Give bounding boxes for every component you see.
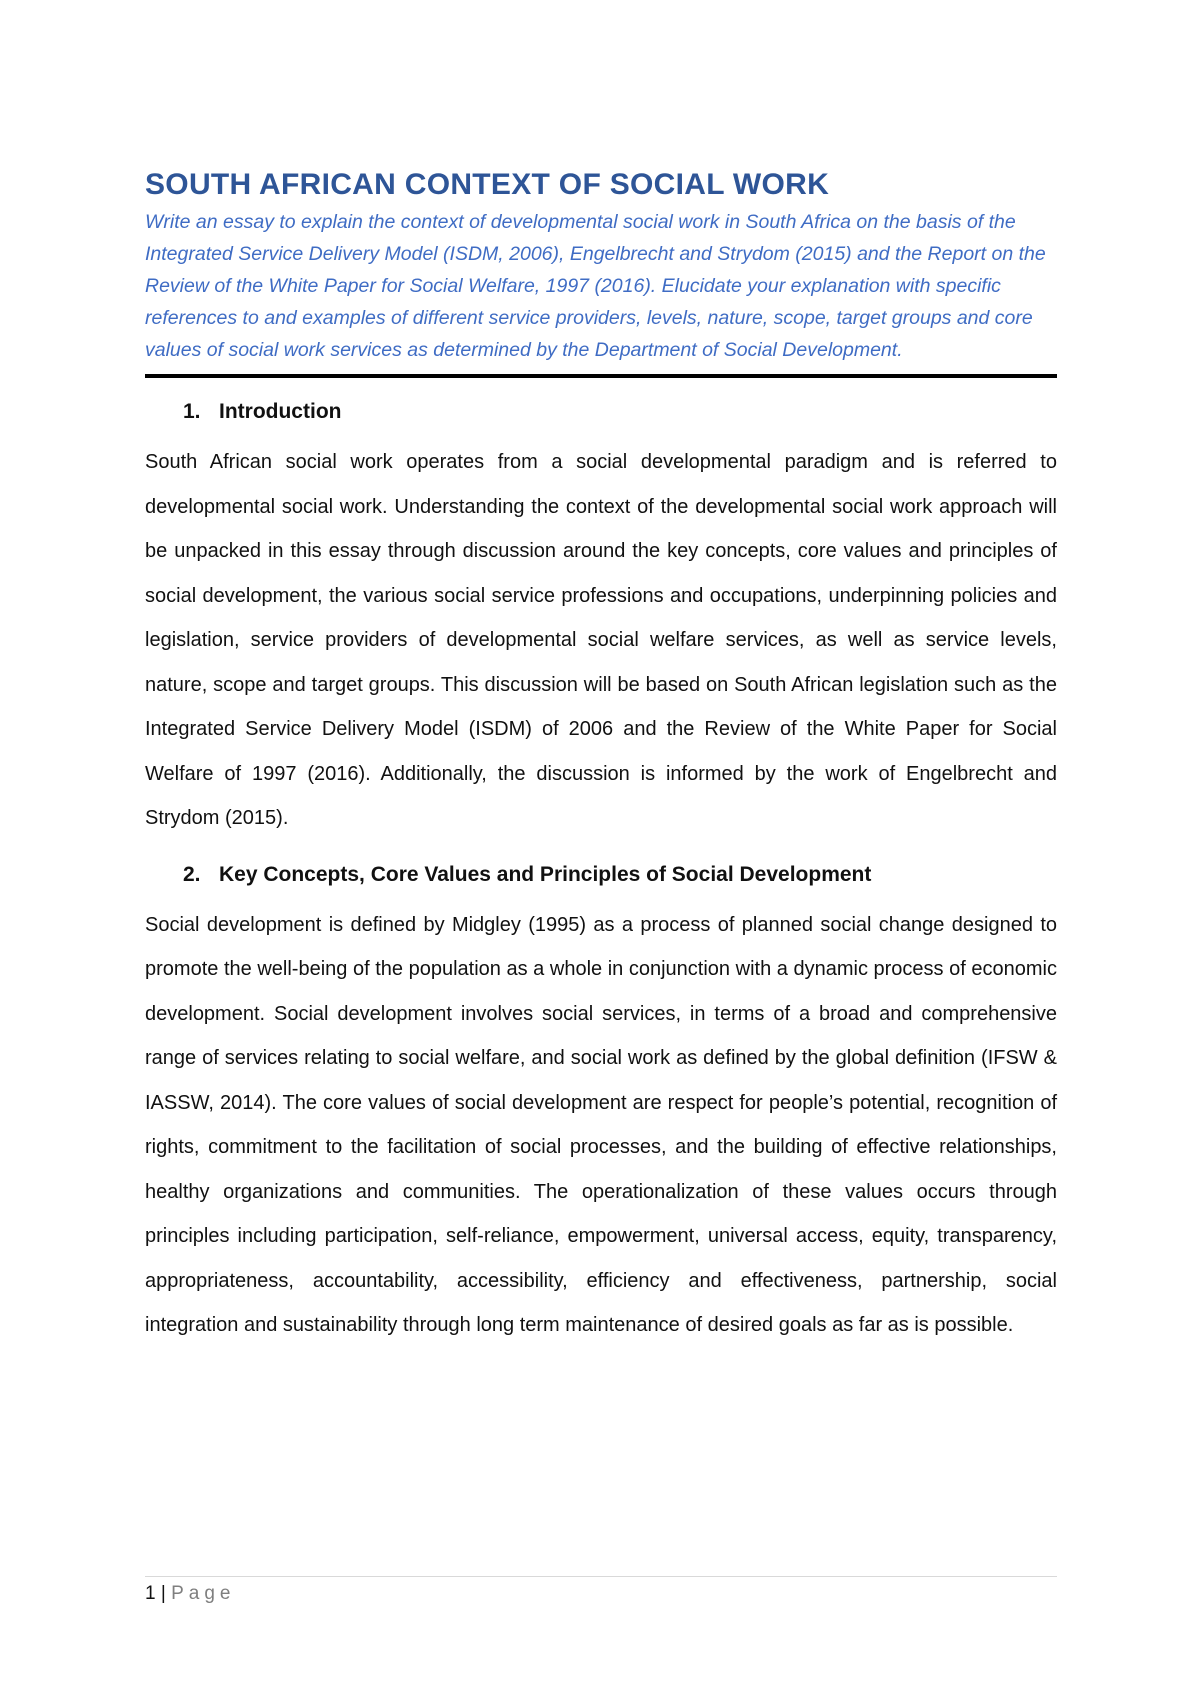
page-number: 1 bbox=[145, 1583, 156, 1604]
section-body-introduction: South African social work operates from a social developmental paradigm and is referred to developmental social work. Understanding the context of the developmental social work approach will be unpacked in this essay through discussion around the key concepts, core values and principles of social development, the various social service professions and occupations, underpinning policies and legislation, service providers of developmental social welfare services, as well as service levels, nature, scope and target groups. This discussion will be based on South African legislation such as the Integrated Service Delivery Model (ISDM) of 2006 and the Review of the White Paper for Social Welfare of 1997 (2016). Additionally, the discussion is informed by the work of Engelbrecht and Strydom (2015). bbox=[145, 451, 1057, 829]
page-label: Page bbox=[171, 1583, 236, 1604]
footer-separator: | bbox=[160, 1583, 166, 1604]
section-body-key-concepts: Social development is defined by Midgley (1995) as a process of planned social change designed to promote the well-being of the population as a whole in conjunction with a dynamic process of economic development. Social development involves social services, in terms of a broad and comprehensive range of services relating to social welfare, and social work as defined by the global definition (IFSW & IASSW, 2014). The core values of social development are respect for people’s potential, recognition of rights, commitment to the facilitation of social processes, and the building of effective relationships, healthy organizations and communities. The operationalization of these values occurs through principles including participation, self-reliance, empowerment, universal access, equity, transparency, appropriateness, accountability, accessibility, efficiency and effectiveness, partnership, social integration and sustainability through long term maintenance of desired goals as far as is possible. bbox=[145, 913, 1057, 1336]
page-footer bbox=[145, 1576, 1057, 1605]
section-heading-introduction bbox=[145, 398, 1057, 426]
section-number: 2. bbox=[183, 862, 201, 886]
section-heading-key-concepts bbox=[145, 861, 1057, 889]
section-number: 1. bbox=[183, 400, 201, 423]
section-title: Key Concepts, Core Values and Principles of Social Development bbox=[219, 862, 872, 886]
document-title: SOUTH AFRICAN CONTEXT OF SOCIAL WORK bbox=[145, 168, 830, 201]
document-subtitle: Write an essay to explain the context of developmental social work in South Africa on the basis of the Integrated Service Delivery Model (ISDM, 2006), Engelbrecht and Strydom (2015) and the Report on the Review of the White Paper for Social Welfare, 1997 (2016). Elucidate your explanation with specific references to and examples of different service providers, levels, nature, scope, target groups and core values of social work services as determined by the Department of Social Development. bbox=[145, 206, 1057, 378]
page-content bbox=[145, 168, 1057, 1348]
section-title: Introduction bbox=[219, 400, 342, 423]
